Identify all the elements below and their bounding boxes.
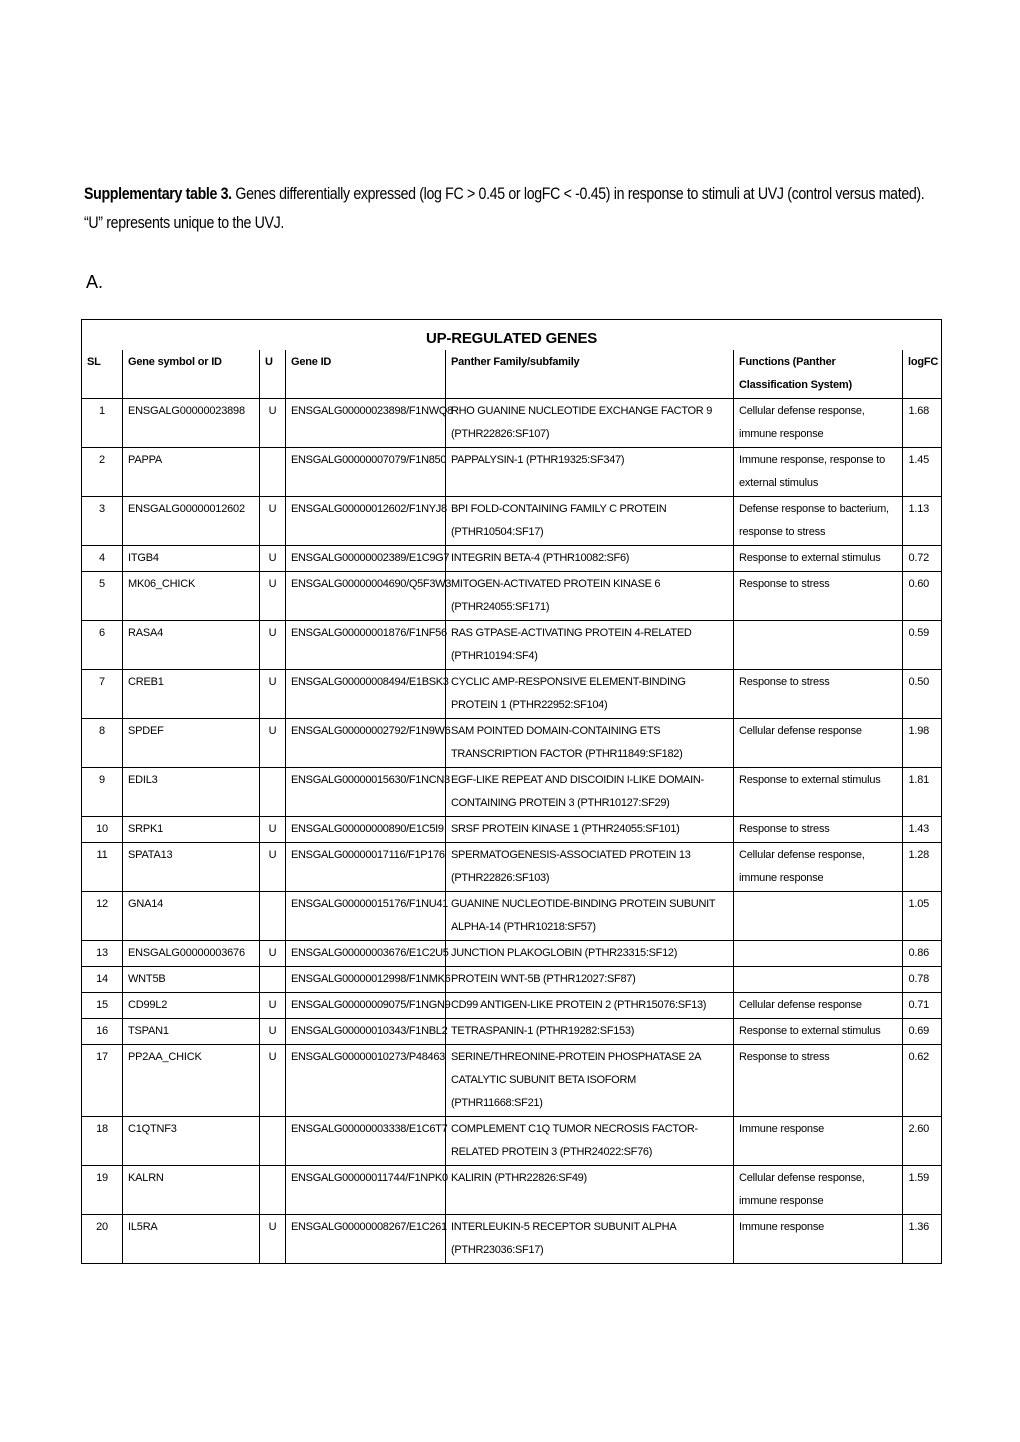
header-symbol: Gene symbol or ID <box>123 350 260 399</box>
cell-symbol: KALRN <box>123 1166 260 1215</box>
cell-functions: Response to stress <box>734 670 903 719</box>
cell-logfc: 1.68 <box>903 399 942 448</box>
cell-panther: PAPPALYSIN-1 (PTHR19325:SF347) <box>446 448 734 497</box>
cell-sl: 11 <box>82 843 123 892</box>
cell-logfc: 0.86 <box>903 941 942 967</box>
cell-panther: MITOGEN-ACTIVATED PROTEIN KINASE 6 (PTHR24055:SF171) <box>446 572 734 621</box>
cell-functions <box>734 892 903 941</box>
cell-sl: 17 <box>82 1045 123 1117</box>
cell-gene-id: ENSGALG00000003338/E1C6T7 <box>286 1117 446 1166</box>
cell-symbol: IL5RA <box>123 1215 260 1264</box>
cell-panther: CD99 ANTIGEN-LIKE PROTEIN 2 (PTHR15076:SF13) <box>446 993 734 1019</box>
cell-symbol: ENSGALG00000012602 <box>123 497 260 546</box>
cell-u <box>260 1166 286 1215</box>
cell-functions: Response to stress <box>734 1045 903 1117</box>
cell-sl: 13 <box>82 941 123 967</box>
cell-functions: Cellular defense response, immune response <box>734 843 903 892</box>
table-row <box>82 1045 942 1117</box>
cell-u: U <box>260 817 286 843</box>
cell-gene-id: ENSGALG00000004690/Q5F3W3 <box>286 572 446 621</box>
cell-panther: COMPLEMENT C1Q TUMOR NECROSIS FACTOR-RELATED PROTEIN 3 (PTHR24022:SF76) <box>446 1117 734 1166</box>
cell-sl: 18 <box>82 1117 123 1166</box>
cell-gene-id: ENSGALG00000023898/F1NWQ8 <box>286 399 446 448</box>
table-row <box>82 1117 942 1166</box>
cell-logfc: 1.05 <box>903 892 942 941</box>
cell-symbol: ITGB4 <box>123 546 260 572</box>
cell-panther: RHO GUANINE NUCLEOTIDE EXCHANGE FACTOR 9 (PTHR22826:SF107) <box>446 399 734 448</box>
table-row <box>82 1215 942 1264</box>
cell-panther: JUNCTION PLAKOGLOBIN (PTHR23315:SF12) <box>446 941 734 967</box>
cell-u: U <box>260 497 286 546</box>
cell-symbol: C1QTNF3 <box>123 1117 260 1166</box>
header-u: U <box>260 350 286 399</box>
cell-gene-id: ENSGALG00000010273/P48463 <box>286 1045 446 1117</box>
cell-panther: EGF-LIKE REPEAT AND DISCOIDIN I-LIKE DOMAIN-CONTAINING PROTEIN 3 (PTHR10127:SF29) <box>446 768 734 817</box>
table-row <box>82 399 942 448</box>
cell-gene-id: ENSGALG00000002792/F1N9W6 <box>286 719 446 768</box>
cell-symbol: EDIL3 <box>123 768 260 817</box>
cell-gene-id: ENSGALG00000015176/F1NU41 <box>286 892 446 941</box>
cell-sl: 15 <box>82 993 123 1019</box>
cell-panther: SERINE/THREONINE-PROTEIN PHOSPHATASE 2A CATALYTIC SUBUNIT BETA ISOFORM (PTHR11668:SF21) <box>446 1045 734 1117</box>
cell-functions: Response to stress <box>734 817 903 843</box>
gene-table <box>81 319 942 1264</box>
table-row <box>82 967 942 993</box>
cell-logfc: 1.13 <box>903 497 942 546</box>
table-row <box>82 768 942 817</box>
table-row <box>82 719 942 768</box>
cell-symbol: SPATA13 <box>123 843 260 892</box>
cell-symbol: RASA4 <box>123 621 260 670</box>
cell-logfc: 0.72 <box>903 546 942 572</box>
cell-panther: BPI FOLD-CONTAINING FAMILY C PROTEIN (PTHR10504:SF17) <box>446 497 734 546</box>
cell-sl: 19 <box>82 1166 123 1215</box>
cell-sl: 8 <box>82 719 123 768</box>
table-row <box>82 843 942 892</box>
cell-u <box>260 892 286 941</box>
cell-u: U <box>260 546 286 572</box>
cell-gene-id: ENSGALG00000010343/F1NBL2 <box>286 1019 446 1045</box>
cell-u <box>260 448 286 497</box>
header-sl: SL <box>82 350 123 399</box>
header-panther: Panther Family/subfamily <box>446 350 734 399</box>
header-row <box>82 350 942 399</box>
cell-sl: 6 <box>82 621 123 670</box>
cell-functions: Cellular defense response <box>734 993 903 1019</box>
cell-symbol: GNA14 <box>123 892 260 941</box>
cell-sl: 14 <box>82 967 123 993</box>
cell-sl: 1 <box>82 399 123 448</box>
cell-gene-id: ENSGALG00000002389/E1C9G7 <box>286 546 446 572</box>
cell-sl: 20 <box>82 1215 123 1264</box>
cell-gene-id: ENSGALG00000003676/E1C2U5 <box>286 941 446 967</box>
cell-gene-id: ENSGALG00000001876/F1NF56 <box>286 621 446 670</box>
cell-panther: SRSF PROTEIN KINASE 1 (PTHR24055:SF101) <box>446 817 734 843</box>
cell-u: U <box>260 941 286 967</box>
table-row <box>82 1166 942 1215</box>
cell-panther: SAM POINTED DOMAIN-CONTAINING ETS TRANSCRIPTION FACTOR (PTHR11849:SF182) <box>446 719 734 768</box>
cell-symbol: TSPAN1 <box>123 1019 260 1045</box>
cell-gene-id: ENSGALG00000007079/F1N850 <box>286 448 446 497</box>
cell-logfc: 0.60 <box>903 572 942 621</box>
cell-panther: RAS GTPASE-ACTIVATING PROTEIN 4-RELATED (PTHR10194:SF4) <box>446 621 734 670</box>
header-logfc: logFC <box>903 350 942 399</box>
cell-logfc: 0.62 <box>903 1045 942 1117</box>
cell-gene-id: ENSGALG00000017116/F1P176 <box>286 843 446 892</box>
cell-u: U <box>260 1045 286 1117</box>
cell-panther: INTEGRIN BETA-4 (PTHR10082:SF6) <box>446 546 734 572</box>
cell-sl: 4 <box>82 546 123 572</box>
cell-symbol: CD99L2 <box>123 993 260 1019</box>
cell-gene-id: ENSGALG00000011744/F1NPK0 <box>286 1166 446 1215</box>
cell-functions: Cellular defense response, immune response <box>734 1166 903 1215</box>
header-functions: Functions (Panther Classification System) <box>734 350 903 399</box>
table-row <box>82 817 942 843</box>
cell-functions: Immune response, response to external stimulus <box>734 448 903 497</box>
cell-symbol: SPDEF <box>123 719 260 768</box>
cell-gene-id: ENSGALG00000015630/F1NCN3 <box>286 768 446 817</box>
cell-logfc: 1.43 <box>903 817 942 843</box>
cell-functions <box>734 967 903 993</box>
cell-panther: GUANINE NUCLEOTIDE-BINDING PROTEIN SUBUNIT ALPHA-14 (PTHR10218:SF57) <box>446 892 734 941</box>
cell-symbol: ENSGALG00000023898 <box>123 399 260 448</box>
cell-panther: CYCLIC AMP-RESPONSIVE ELEMENT-BINDING PROTEIN 1 (PTHR22952:SF104) <box>446 670 734 719</box>
cell-logfc: 1.98 <box>903 719 942 768</box>
cell-symbol: ENSGALG00000003676 <box>123 941 260 967</box>
table-row <box>82 670 942 719</box>
cell-sl: 3 <box>82 497 123 546</box>
table-row <box>82 572 942 621</box>
cell-u: U <box>260 719 286 768</box>
cell-logfc: 1.36 <box>903 1215 942 1264</box>
cell-symbol: MK06_CHICK <box>123 572 260 621</box>
table-row <box>82 1019 942 1045</box>
cell-gene-id: ENSGALG00000009075/F1NGN9 <box>286 993 446 1019</box>
cell-sl: 2 <box>82 448 123 497</box>
cell-logfc: 0.78 <box>903 967 942 993</box>
cell-u: U <box>260 572 286 621</box>
table-row <box>82 993 942 1019</box>
cell-symbol: PP2AA_CHICK <box>123 1045 260 1117</box>
cell-logfc: 1.59 <box>903 1166 942 1215</box>
cell-u <box>260 768 286 817</box>
cell-functions: Response to external stimulus <box>734 768 903 817</box>
cell-functions: Immune response <box>734 1117 903 1166</box>
cell-panther: KALIRIN (PTHR22826:SF49) <box>446 1166 734 1215</box>
cell-sl: 16 <box>82 1019 123 1045</box>
cell-u: U <box>260 1215 286 1264</box>
cell-gene-id: ENSGALG00000012602/F1NYJ8 <box>286 497 446 546</box>
header-gene-id: Gene ID <box>286 350 446 399</box>
cell-logfc: 0.71 <box>903 993 942 1019</box>
cell-panther: INTERLEUKIN-5 RECEPTOR SUBUNIT ALPHA (PTHR23036:SF17) <box>446 1215 734 1264</box>
cell-symbol: PAPPA <box>123 448 260 497</box>
table-row <box>82 941 942 967</box>
table-caption <box>84 180 944 238</box>
cell-sl: 7 <box>82 670 123 719</box>
cell-functions: Defense response to bacterium, response to stress <box>734 497 903 546</box>
cell-functions <box>734 621 903 670</box>
cell-functions: Response to stress <box>734 572 903 621</box>
cell-sl: 10 <box>82 817 123 843</box>
cell-gene-id: ENSGALG00000008267/E1C261 <box>286 1215 446 1264</box>
cell-logfc: 2.60 <box>903 1117 942 1166</box>
caption-lead: Supplementary table 3. <box>84 185 232 203</box>
caption-text: Genes differentially expressed (log FC > 0.45 or logFC < -0.45) in response to stimuli at UVJ (control versus mated). “U” represents unique to the UVJ. <box>84 185 925 232</box>
cell-sl: 5 <box>82 572 123 621</box>
cell-gene-id: ENSGALG00000012998/F1NMK6 <box>286 967 446 993</box>
cell-functions: Cellular defense response <box>734 719 903 768</box>
cell-u: U <box>260 621 286 670</box>
cell-logfc: 1.28 <box>903 843 942 892</box>
table-row <box>82 448 942 497</box>
cell-functions: Response to external stimulus <box>734 546 903 572</box>
cell-sl: 12 <box>82 892 123 941</box>
cell-u: U <box>260 843 286 892</box>
cell-u <box>260 1117 286 1166</box>
cell-u: U <box>260 399 286 448</box>
cell-logfc: 1.81 <box>903 768 942 817</box>
table-row <box>82 546 942 572</box>
table-row <box>82 621 942 670</box>
cell-sl: 9 <box>82 768 123 817</box>
cell-logfc: 0.59 <box>903 621 942 670</box>
cell-u: U <box>260 670 286 719</box>
cell-functions: Cellular defense response, immune response <box>734 399 903 448</box>
cell-logfc: 0.69 <box>903 1019 942 1045</box>
table-row <box>82 892 942 941</box>
cell-panther: TETRASPANIN-1 (PTHR19282:SF153) <box>446 1019 734 1045</box>
cell-logfc: 0.50 <box>903 670 942 719</box>
cell-panther: PROTEIN WNT-5B (PTHR12027:SF87) <box>446 967 734 993</box>
cell-u: U <box>260 1019 286 1045</box>
cell-gene-id: ENSGALG00000008494/E1BSK3 <box>286 670 446 719</box>
cell-symbol: SRPK1 <box>123 817 260 843</box>
cell-panther: SPERMATOGENESIS-ASSOCIATED PROTEIN 13 (PTHR22826:SF103) <box>446 843 734 892</box>
cell-symbol: CREB1 <box>123 670 260 719</box>
cell-functions <box>734 941 903 967</box>
table-row <box>82 497 942 546</box>
cell-functions: Immune response <box>734 1215 903 1264</box>
cell-gene-id: ENSGALG00000000890/E1C5I9 <box>286 817 446 843</box>
section-label: A. <box>86 272 104 292</box>
cell-logfc: 1.45 <box>903 448 942 497</box>
cell-symbol: WNT5B <box>123 967 260 993</box>
cell-functions: Response to external stimulus <box>734 1019 903 1045</box>
table-banner: UP-REGULATED GENES <box>82 320 942 351</box>
cell-u: U <box>260 993 286 1019</box>
cell-u <box>260 967 286 993</box>
